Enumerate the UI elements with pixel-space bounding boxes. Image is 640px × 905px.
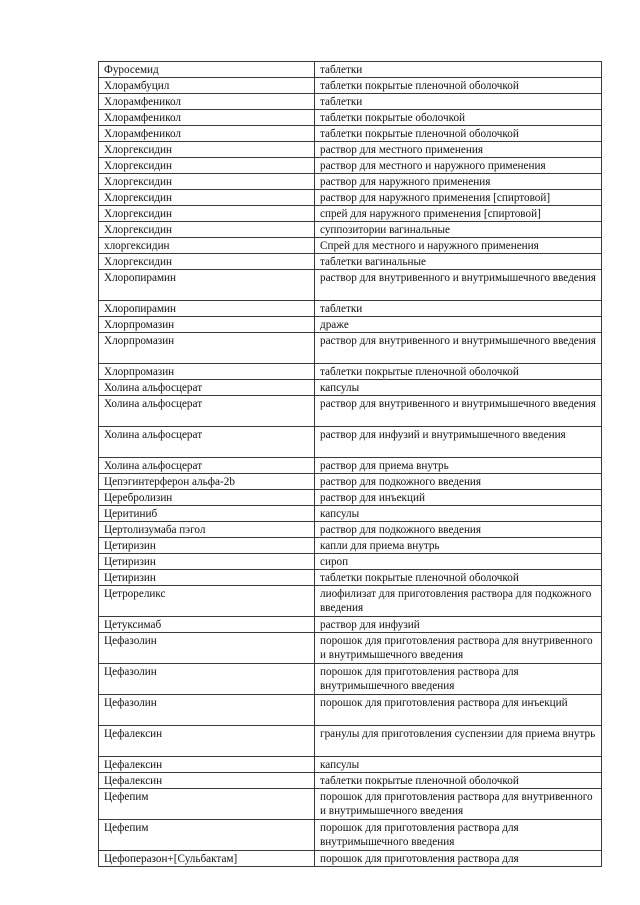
drug-name-cell: Церитиниб [99, 506, 315, 522]
drug-form-cell: порошок для приготовления раствора для внутримышечного введения [315, 664, 602, 695]
table-row [99, 664, 602, 695]
drug-form-cell: капли для приема внутрь [315, 538, 602, 554]
drug-form-cell: порошок для приготовления раствора для внутривенного и внутримышечного введения [315, 789, 602, 820]
table-row [99, 490, 602, 506]
table-row [99, 62, 602, 78]
table-row [99, 617, 602, 633]
table-row [99, 142, 602, 158]
table-row [99, 254, 602, 270]
table-row [99, 851, 602, 867]
drug-name-cell: Хлоргексидин [99, 142, 315, 158]
drug-name-cell: Цефоперазон+[Сульбактам] [99, 851, 315, 867]
drug-form-cell: раствор для местного применения [315, 142, 602, 158]
drug-form-cell: Спрей для местного и наружного применения [315, 238, 602, 254]
drug-form-cell: таблетки покрытые пленочной оболочкой [315, 773, 602, 789]
table-row [99, 238, 602, 254]
table-row [99, 396, 602, 427]
drug-name-cell: Фуросемид [99, 62, 315, 78]
drug-form-cell: раствор для подкожного введения [315, 474, 602, 490]
drug-name-cell: Хлорпромазин [99, 333, 315, 364]
table-row [99, 427, 602, 458]
drug-name-cell: Церебролизин [99, 490, 315, 506]
drug-name-cell: Хлоропирамин [99, 301, 315, 317]
drug-form-cell: раствор для внутривенного и внутримышечного введения [315, 333, 602, 364]
table-row [99, 110, 602, 126]
table-row [99, 506, 602, 522]
drug-name-cell: Цертолизумаба пэгол [99, 522, 315, 538]
drug-name-cell: Цетиризин [99, 570, 315, 586]
table-row [99, 78, 602, 94]
drug-name-cell: Хлорпромазин [99, 364, 315, 380]
drug-name-cell: Цефалексин [99, 773, 315, 789]
drug-form-cell: таблетки вагинальные [315, 254, 602, 270]
drug-name-cell: Хлорпромазин [99, 317, 315, 333]
table-row [99, 190, 602, 206]
drug-name-cell: Хлоргексидин [99, 222, 315, 238]
drug-form-cell: таблетки [315, 62, 602, 78]
drug-name-cell: Хлоргексидин [99, 174, 315, 190]
table-row [99, 380, 602, 396]
drug-name-cell: Цетиризин [99, 538, 315, 554]
drug-name-cell: Цефазолин [99, 695, 315, 726]
table-row [99, 458, 602, 474]
drug-table-body [99, 62, 602, 867]
drug-name-cell: Хлорамфеникол [99, 94, 315, 110]
drug-form-cell: таблетки покрытые пленочной оболочкой [315, 126, 602, 142]
drug-form-cell: порошок для приготовления раствора для внутримышечного введения [315, 820, 602, 851]
drug-form-cell: капсулы [315, 506, 602, 522]
drug-name-cell: Цефалексин [99, 726, 315, 757]
drug-name-cell: Хлоргексидин [99, 190, 315, 206]
table-row [99, 174, 602, 190]
table-row [99, 570, 602, 586]
drug-form-cell: раствор для наружного применения [315, 174, 602, 190]
drug-name-cell: Холина альфосцерат [99, 427, 315, 458]
drug-name-cell: Холина альфосцерат [99, 396, 315, 427]
drug-form-cell: раствор для инфузий и внутримышечного введения [315, 427, 602, 458]
drug-form-cell: раствор для внутривенного и внутримышечного введения [315, 396, 602, 427]
drug-name-cell: Цетуксимаб [99, 617, 315, 633]
table-row [99, 270, 602, 301]
drug-form-cell: лиофилизат для приготовления раствора для подкожного введения [315, 586, 602, 617]
table-row [99, 317, 602, 333]
drug-name-cell: Хлоргексидин [99, 254, 315, 270]
table-row [99, 206, 602, 222]
drug-form-cell: капсулы [315, 757, 602, 773]
table-row [99, 757, 602, 773]
table-row [99, 789, 602, 820]
drug-name-cell: хлоргексидин [99, 238, 315, 254]
drug-table [98, 61, 602, 867]
drug-form-cell: раствор для подкожного введения [315, 522, 602, 538]
drug-form-cell: таблетки покрытые оболочкой [315, 110, 602, 126]
drug-name-cell: Хлоргексидин [99, 158, 315, 174]
table-row [99, 333, 602, 364]
drug-name-cell: Хлорамфеникол [99, 126, 315, 142]
table-row [99, 522, 602, 538]
drug-form-cell: капсулы [315, 380, 602, 396]
drug-form-cell: таблетки покрытые пленочной оболочкой [315, 78, 602, 94]
drug-form-cell: порошок для приготовления раствора для внутривенного и внутримышечного введения [315, 633, 602, 664]
drug-name-cell: Цетрореликс [99, 586, 315, 617]
drug-name-cell: Цефазолин [99, 633, 315, 664]
drug-form-cell: раствор для наружного применения [спиртовой] [315, 190, 602, 206]
drug-name-cell: Хлоропирамин [99, 270, 315, 301]
table-row [99, 364, 602, 380]
drug-name-cell: Цетиризин [99, 554, 315, 570]
drug-form-cell: порошок для приготовления раствора для инъекций [315, 695, 602, 726]
table-row [99, 94, 602, 110]
drug-name-cell: Цефепим [99, 820, 315, 851]
table-row [99, 586, 602, 617]
drug-name-cell: Цефепим [99, 789, 315, 820]
drug-form-cell: таблетки [315, 301, 602, 317]
drug-form-cell: гранулы для приготовления суспензии для приема внутрь [315, 726, 602, 757]
drug-form-cell: раствор для внутривенного и внутримышечного введения [315, 270, 602, 301]
drug-form-cell: порошок для приготовления раствора для [315, 851, 602, 867]
table-row [99, 158, 602, 174]
drug-form-cell: раствор для местного и наружного применения [315, 158, 602, 174]
drug-form-cell: раствор для инфузий [315, 617, 602, 633]
table-row [99, 474, 602, 490]
drug-form-cell: спрей для наружного применения [спиртовой] [315, 206, 602, 222]
drug-name-cell: Холина альфосцерат [99, 380, 315, 396]
table-row [99, 633, 602, 664]
table-row [99, 126, 602, 142]
table-row [99, 726, 602, 757]
table-row [99, 695, 602, 726]
drug-form-cell: драже [315, 317, 602, 333]
drug-form-cell: таблетки покрытые пленочной оболочкой [315, 364, 602, 380]
drug-name-cell: Хлоргексидин [99, 206, 315, 222]
drug-name-cell: Холина альфосцерат [99, 458, 315, 474]
table-row [99, 222, 602, 238]
drug-form-cell: таблетки [315, 94, 602, 110]
table-row [99, 554, 602, 570]
drug-form-cell: сироп [315, 554, 602, 570]
drug-name-cell: Цефалексин [99, 757, 315, 773]
drug-form-cell: таблетки покрытые пленочной оболочкой [315, 570, 602, 586]
drug-form-cell: раствор для приема внутрь [315, 458, 602, 474]
drug-form-cell: раствор для инъекций [315, 490, 602, 506]
table-row [99, 301, 602, 317]
drug-name-cell: Хлорамбуцил [99, 78, 315, 94]
table-row [99, 820, 602, 851]
drug-form-cell: суппозитории вагинальные [315, 222, 602, 238]
drug-name-cell: Цефазолин [99, 664, 315, 695]
table-row [99, 538, 602, 554]
drug-name-cell: Хлорамфеникол [99, 110, 315, 126]
drug-name-cell: Цепэгинтерферон альфа-2b [99, 474, 315, 490]
table-row [99, 773, 602, 789]
